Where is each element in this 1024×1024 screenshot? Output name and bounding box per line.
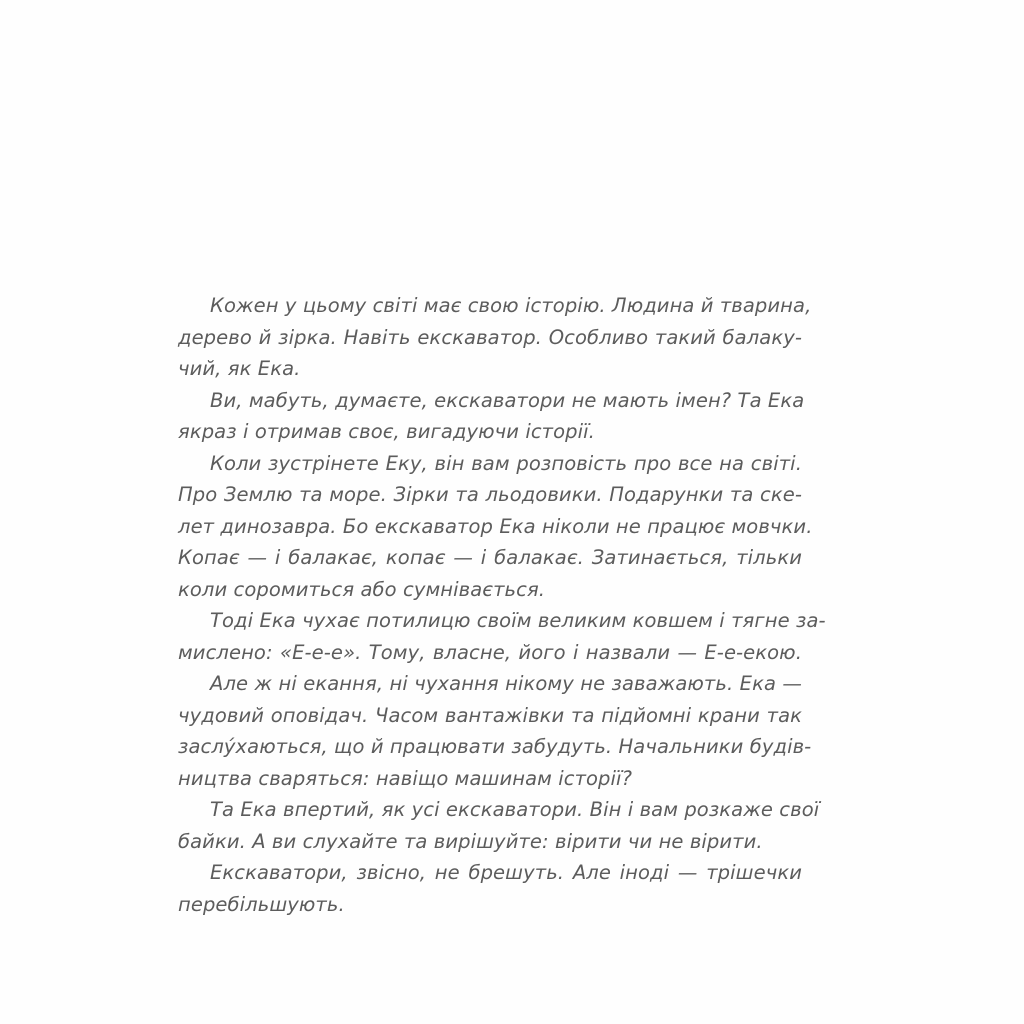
- text-line: коли соромиться або сумнівається.: [178, 577, 546, 601]
- text-line: Кожен у цьому світі має свою історію. Людина й тварина,: [210, 294, 812, 317]
- text-line: Коли зустрінете Еку, він вам розповість про все на світі.: [210, 451, 802, 475]
- text-line: Тоді Ека чухає потилицю своїм великим ковшем і тягне за-: [210, 609, 826, 632]
- text-line: якраз і отримав своє, вигадуючи історії.: [178, 420, 595, 443]
- text-line: перебільшують.: [178, 892, 345, 916]
- text-line: Але ж ні екання, ні чухання нікому не заважають. Ека —: [210, 672, 802, 695]
- text-line: Про Землю та море. Зірки та льодовики. Подарунки та ске-: [178, 483, 802, 506]
- text-line: чудовий оповідач. Часом вантажівки та підйомні крани так: [178, 703, 802, 727]
- text-line: лет динозавра. Бо екскаватор Ека ніколи не працює мовчки.: [178, 514, 813, 538]
- text-line: Копає — і балакає, копає — і балакає. Затинається, тільки: [178, 546, 802, 569]
- text-line: Екскаватори, звісно, не брешуть. Але іноді — трішечки: [210, 861, 802, 884]
- text-line: мислено: «Е-е-е». Тому, власне, його і назвали — Е-е-екою.: [178, 640, 802, 664]
- text-line: байки. А ви слухайте та вирішуйте: вірити чи не вірити.: [178, 829, 763, 853]
- text-line: дерево й зірка. Навіть екскаватор. Особливо такий балаку-: [178, 325, 802, 349]
- text-line: чий, як Ека.: [178, 357, 301, 380]
- text-line: ництва сваряться: навіщо машинам історії?: [178, 766, 633, 790]
- text-line: Ви, мабуть, думаєте, екскаватори не мають імен? Та Ека: [210, 388, 805, 412]
- text-line: заслу́хаються, що й працювати забудуть. Начальники будів-: [178, 735, 812, 758]
- text-line: Та Ека впертий, як усі екскаватори. Він і вам розкаже свої: [210, 798, 820, 821]
- story-text: [178, 290, 826, 920]
